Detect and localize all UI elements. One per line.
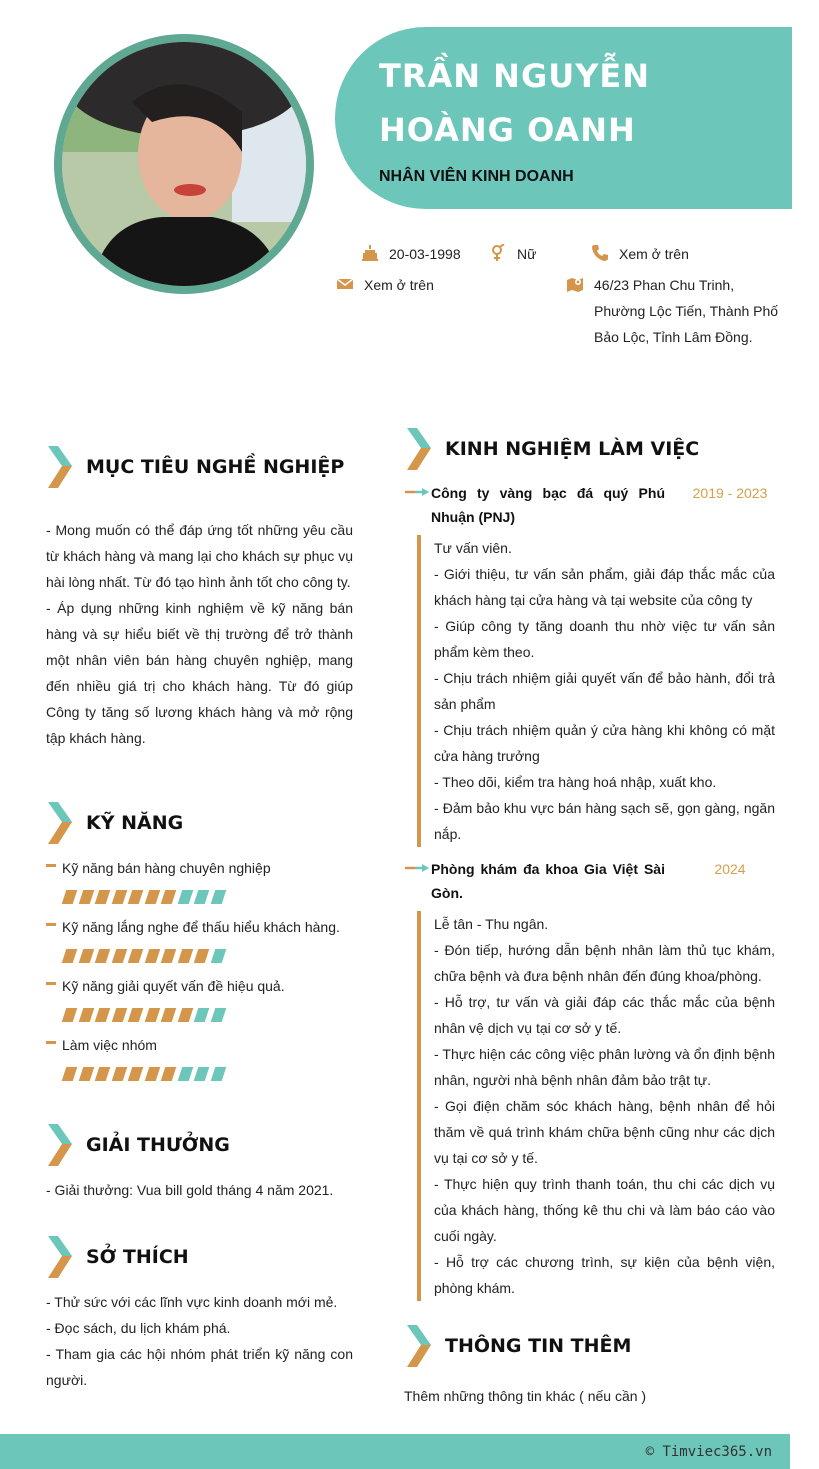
job-title: NHÂN VIÊN KINH DOANH: [379, 168, 574, 185]
awards-title: GIẢI THƯỞNG: [86, 1134, 230, 1156]
skill-segment: [111, 1067, 127, 1081]
skill-level-bar: [64, 1008, 346, 1022]
hobby-line: - Tham gia các hội nhóm phát triển kỹ năng con người.: [46, 1346, 353, 1388]
skill-segment: [194, 1067, 210, 1081]
objective-text: [46, 517, 353, 751]
cake-icon: [361, 244, 379, 262]
footer-bar: [0, 1434, 790, 1469]
award-line: - Giải thưởng: Vua bill gold tháng 4 năm 2021.: [46, 1182, 334, 1198]
skills-title: KỸ NĂNG: [86, 812, 184, 834]
skill-segment: [177, 1008, 193, 1022]
awards-heading: [46, 1124, 230, 1166]
additional-title: THÔNG TIN THÊM: [445, 1335, 632, 1357]
envelope-icon: [336, 275, 354, 293]
skill-level-bar: [64, 1067, 346, 1081]
skill-segment: [78, 949, 94, 963]
map-pin-icon: [566, 275, 584, 293]
chevron-right-icon: [46, 1124, 72, 1166]
gender-value: Nữ: [517, 246, 537, 262]
arrow-right-icon: [405, 487, 431, 529]
objective-heading: [46, 446, 344, 488]
dash-icon: [46, 1041, 56, 1044]
skill-item: [46, 1035, 346, 1081]
chevron-right-icon: [405, 1325, 431, 1367]
skill-segment: [95, 890, 111, 904]
skill-segment: [62, 949, 78, 963]
skill-level-bar: [64, 949, 346, 963]
skill-label: Kỹ năng bán hàng chuyên nghiệp: [62, 860, 271, 876]
job-position: Tư vấn viên.: [434, 540, 512, 556]
skill-segment: [161, 1067, 177, 1081]
additional-text: Thêm những thông tin khác ( nếu cần ): [404, 1388, 647, 1404]
skill-segment: [210, 1067, 226, 1081]
job-position: Lễ tân - Thu ngân.: [434, 916, 549, 932]
chevron-right-icon: [405, 428, 431, 470]
objective-title: MỤC TIÊU NGHỀ NGHIỆP: [86, 456, 345, 478]
skill-segment: [128, 890, 144, 904]
skill-segment: [128, 1008, 144, 1022]
phone-value: Xem ở trên: [619, 246, 689, 262]
skill-segment: [161, 949, 177, 963]
chevron-right-icon: [46, 1236, 72, 1278]
job-description: [417, 911, 775, 1301]
skills-heading: [46, 802, 183, 844]
contact-birthday: [361, 241, 461, 267]
dash-icon: [46, 923, 56, 926]
job-duty: - Hỗ trợ, tư vấn và giải đáp các thắc mắc của bệnh nhân vệ dịch vụ tại cơ sở y tế.: [434, 994, 775, 1036]
skill-segment: [62, 1067, 78, 1081]
job-duty: - Chịu trách nhiệm giải quyết vấn để bảo hành, đổi trả sản phẩm: [434, 670, 775, 712]
skill-segment: [194, 949, 210, 963]
job-duty: - Giới thiệu, tư vấn sản phẩm, giải đáp thắc mắc của khách hàng tại cửa hàng và tại website của công ty: [434, 566, 775, 608]
dash-icon: [46, 864, 56, 867]
skill-segment: [210, 949, 226, 963]
skill-segment: [144, 1067, 160, 1081]
job-entry: [405, 857, 775, 1301]
job-company: Công ty vàng bạc đá quý Phú Nhuận (PNJ): [431, 485, 665, 525]
hobbies-heading: [46, 1236, 189, 1278]
skill-segment: [95, 1008, 111, 1022]
job-company: Phòng khám đa khoa Gia Việt Sài Gòn.: [431, 861, 665, 901]
chevron-right-icon: [46, 446, 72, 488]
skill-level-bar: [64, 890, 346, 904]
skill-segment: [62, 1008, 78, 1022]
job-duty: - Đảm bảo khu vực bán hàng sạch sẽ, gọn gàng, ngăn nắp.: [434, 800, 775, 842]
hobbies-title: SỞ THÍCH: [86, 1246, 189, 1268]
chevron-right-icon: [46, 802, 72, 844]
skill-segment: [210, 1008, 226, 1022]
skill-segment: [78, 890, 94, 904]
job-duty: - Hỗ trợ các chương trình, sự kiện của bệnh viện, phòng khám.: [434, 1254, 775, 1296]
contact-address: [566, 272, 781, 350]
skill-segment: [161, 890, 177, 904]
job-duty: - Thực hiện quy trình thanh toán, thu chi các dịch vụ của khách hàng, thống kê thu chi và làm báo cáo vào cuối ngày.: [434, 1176, 775, 1244]
job-description: [417, 535, 775, 847]
skill-label: Kỹ năng lắng nghe để thấu hiểu khách hàng.: [62, 919, 340, 935]
skill-label: Làm việc nhóm: [62, 1037, 157, 1053]
arrow-right-icon: [405, 863, 431, 905]
contact-phone: [591, 241, 689, 267]
skill-segment: [111, 1008, 127, 1022]
skill-label: Kỹ năng giải quyết vấn đề hiệu quả.: [62, 978, 285, 994]
job-duty: - Gọi điện chăm sóc khách hàng, bệnh nhân để hỏi thăm về quá trình khám chữa bệnh cũng như các dịch vụ tại cơ sở y tế.: [434, 1098, 775, 1166]
birthday-value: 20-03-1998: [389, 246, 461, 262]
contact-gender: [489, 241, 536, 267]
skill-segment: [177, 890, 193, 904]
experience-title: KINH NGHIỆM LÀM VIỆC: [445, 438, 700, 460]
skill-segment: [194, 1008, 210, 1022]
skill-segment: [128, 949, 144, 963]
hobby-line: - Đọc sách, du lịch khám phá.: [46, 1320, 231, 1336]
skill-segment: [144, 1008, 160, 1022]
job-duty: - Chịu trách nhiệm quản ý cửa hàng khi không có mặt cửa hàng trưởng: [434, 722, 775, 764]
hobby-line: - Thử sức với các lĩnh vực kinh doanh mới mẻ.: [46, 1294, 338, 1310]
skill-segment: [194, 890, 210, 904]
profile-photo: [54, 34, 314, 294]
dash-icon: [46, 982, 56, 985]
skill-segment: [144, 949, 160, 963]
job-duty: - Theo dõi, kiểm tra hàng hoá nhập, xuất kho.: [434, 774, 717, 790]
skill-segment: [210, 890, 226, 904]
skill-segment: [161, 1008, 177, 1022]
skill-segment: [177, 949, 193, 963]
additional-heading: [405, 1325, 631, 1367]
candidate-name: TRẦN NGUYỄN HOÀNG OANH: [379, 57, 650, 149]
objective-line: - Mong muốn có thể đáp ứng tốt những yêu cầu từ khách hàng và mang lại cho khách sự phục vụ hài lòng nhất. Từ đó tạo hình ảnh tốt cho công ty.: [46, 522, 353, 590]
hobbies-text: [46, 1289, 353, 1393]
skill-segment: [128, 1067, 144, 1081]
skill-segment: [62, 890, 78, 904]
experience-heading: [405, 428, 699, 470]
email-value: Xem ở trên: [364, 277, 434, 293]
skill-item: [46, 917, 346, 963]
skill-segment: [177, 1067, 193, 1081]
skill-segment: [78, 1008, 94, 1022]
skill-item: [46, 976, 346, 1022]
skill-item: [46, 858, 346, 904]
job-date: 2024: [714, 861, 746, 877]
awards-text: [46, 1177, 353, 1203]
skill-segment: [144, 890, 160, 904]
objective-line: - Áp dụng những kinh nghiệm về kỹ năng bán hàng và sự hiểu biết về thị trường để trở thành một nhân viên bán hàng chuyên nghiệp, mang đến nhiều giá trị cho khách hàng. Từ đó giúp Công ty tăng số lương khách hàng và mở rộng tập khách hàng.: [46, 600, 353, 746]
gender-icon: [489, 244, 507, 262]
skill-segment: [95, 1067, 111, 1081]
profile-photo-image: [62, 42, 306, 286]
skill-segment: [95, 949, 111, 963]
job-duty: - Giúp công ty tăng doanh thu nhờ việc tư vấn sản phẩm kèm theo.: [434, 618, 775, 660]
phone-icon: [591, 244, 609, 262]
skill-segment: [111, 890, 127, 904]
skill-segment: [78, 1067, 94, 1081]
address-value: 46/23 Phan Chu Trinh, Phường Lộc Tiến, Thành Phố Bảo Lộc, Tỉnh Lâm Đồng.: [594, 277, 779, 345]
contact-email: [336, 272, 434, 298]
footer-copyright: © Timviec365.vn: [645, 1444, 772, 1460]
job-duty: - Đón tiếp, hướng dẫn bệnh nhân làm thủ tục khám, chữa bệnh và đưa bệnh nhân đến đúng khoa/phòng.: [434, 942, 775, 984]
header-banner: [335, 27, 792, 209]
skill-segment: [111, 949, 127, 963]
job-duty: - Thực hiện các công việc phân lường và ổn định bệnh nhân, người nhà bệnh nhân đảm bảo trật tự.: [434, 1046, 775, 1088]
job-entry: [405, 481, 775, 847]
job-date: 2019 - 2023: [692, 485, 768, 501]
